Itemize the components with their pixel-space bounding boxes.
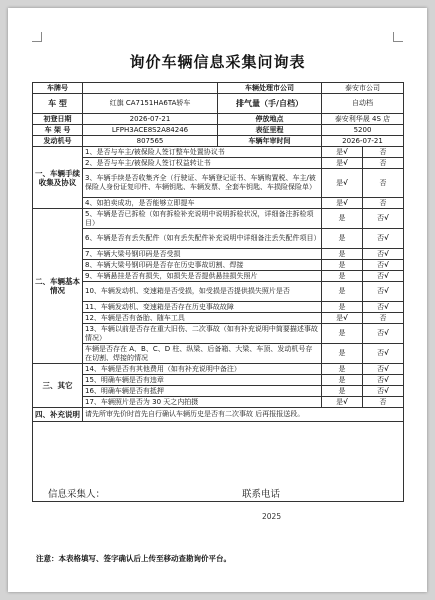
field-value: 自动档 [322, 94, 404, 114]
answer-yes[interactable]: 是 [322, 229, 363, 249]
field-label: 车 架 号 [33, 125, 83, 136]
answer-yes[interactable]: 是√ [322, 313, 363, 324]
table-row [33, 271, 404, 282]
answer-yes[interactable]: 是 [322, 344, 363, 364]
field-label: 排气量（手/自档） [218, 94, 322, 114]
table-row [33, 408, 404, 422]
question-text: 3、车辆手续是否收集齐全（行驶证、车辆登记证书、车辆购置税、车主/被保险人身份证复印件、车辆钥匙、车辆发票、全套车钥匙、车损险保险单） [83, 169, 322, 198]
question-text: 5、车辆是否已拆检（如有拆检补充说明中说明拆检状况，详细备注拆检项目） [83, 209, 322, 229]
answer-yes[interactable]: 是√ [322, 397, 363, 408]
field-value: 泰安利华晟 4S 店 [322, 114, 404, 125]
table-row [33, 397, 404, 408]
answer-no[interactable]: 否√ [363, 344, 404, 364]
supplement-text[interactable]: 请先所审先价时首先自行确认车辆历史是否有二次事故 后再报报送段。 [83, 408, 404, 422]
section-label-documents: 一、车辆手续收集及协议 [33, 147, 83, 209]
table-row [33, 282, 404, 302]
answer-yes[interactable]: 是 [322, 209, 363, 229]
field-value: LFPH3ACE8S2A84246 [83, 125, 218, 136]
collector-label: 信息采集人： [48, 489, 106, 500]
answer-no[interactable]: 否√ [363, 282, 404, 302]
field-label: 表征里程 [218, 125, 322, 136]
table-row [33, 169, 404, 198]
date-fragment: 2025 [262, 512, 282, 521]
table-row [33, 229, 404, 249]
form-title: 询价车辆信息采集问询表 [129, 53, 306, 71]
answer-yes[interactable]: 是 [322, 386, 363, 397]
question-text: 8、车辆大梁号钢印码是否存在历史事故切割、焊接 [83, 260, 322, 271]
field-label: 车辆年审时间 [218, 136, 322, 147]
answer-no[interactable]: 否 [363, 313, 404, 324]
question-text: 17、车辆照片是否为 30 天之内拍摄 [83, 397, 322, 408]
field-label: 车牌号 [33, 83, 83, 94]
answer-yes[interactable]: 是 [322, 282, 363, 302]
table-row [33, 344, 404, 364]
question-text: 16、明确车辆是否有抵押 [83, 386, 322, 397]
header-row [33, 83, 404, 94]
field-label: 车 型 [33, 94, 83, 114]
field-label: 初登日期 [33, 114, 83, 125]
table-row [33, 198, 404, 209]
header-row [33, 114, 404, 125]
crop-mark-top-right [393, 32, 403, 42]
answer-no[interactable]: 否√ [363, 375, 404, 386]
footer-note: 注意：本表格填写、签字确认后上传至移动查勘询价平台。 [36, 554, 231, 563]
answer-yes[interactable]: 是 [322, 364, 363, 375]
table-row [33, 249, 404, 260]
question-text: 4、如拍卖成功，是否能够立即提车 [83, 198, 322, 209]
question-text: 9、车辆悬挂是否有损失，如损失是否提供悬挂损失照片 [83, 271, 322, 282]
answer-yes[interactable]: 是 [322, 249, 363, 260]
header-row [33, 94, 404, 114]
phone-label: 联系电话 [242, 489, 281, 500]
table-row [33, 260, 404, 271]
answer-no[interactable]: 否 [363, 158, 404, 169]
answer-yes[interactable]: 是√ [322, 198, 363, 209]
answer-no[interactable]: 否√ [363, 364, 404, 375]
answer-yes[interactable]: 是 [322, 302, 363, 313]
section-label-vehicle: 二、车辆基本情况 [33, 209, 83, 364]
field-value: 807565 [83, 136, 218, 147]
answer-yes[interactable]: 是 [322, 260, 363, 271]
field-value: 泰安市公司 [322, 83, 404, 94]
field-value [83, 83, 218, 94]
crop-mark-top-left [32, 32, 42, 42]
answer-yes[interactable]: 是 [322, 375, 363, 386]
answer-no[interactable]: 否√ [363, 302, 404, 313]
table-row [33, 375, 404, 386]
question-text: 14、车辆是否有其他费用（如有补充说明中备注） [83, 364, 322, 375]
table-row [33, 313, 404, 324]
field-value: 2026-07-21 [322, 136, 404, 147]
table-row [33, 324, 404, 344]
document-page [8, 8, 427, 592]
question-text: 6、车辆是否有丢失配件（如有丢失配件补充说明中详细备注丢失配件项目） [83, 229, 322, 249]
question-text: 车辆是否存在 A、B、C、D 柱、纵梁、后备箱、大梁、车顶、发动机号存在切割、焊接的情况 [83, 344, 322, 364]
field-value: 红旗 CA7151HA6TA轿车 [83, 94, 218, 114]
question-text: 10、车辆发动机、变速箱是否受损，如受损是否提供损失照片是否 [83, 282, 322, 302]
question-text: 12、车辆是否有备胎、随车工具 [83, 313, 322, 324]
answer-no[interactable]: 否√ [363, 271, 404, 282]
answer-yes[interactable]: 是√ [322, 169, 363, 198]
inquiry-form-table [32, 82, 404, 502]
answer-no[interactable]: 否 [363, 397, 404, 408]
table-row [33, 209, 404, 229]
answer-yes[interactable]: 是 [322, 324, 363, 344]
question-text: 2、是否与车主/被保险人签订权益转让书 [83, 158, 322, 169]
answer-yes[interactable]: 是 [322, 271, 363, 282]
header-row [33, 136, 404, 147]
field-label: 停放地点 [218, 114, 322, 125]
answer-no[interactable]: 否 [363, 169, 404, 198]
answer-no[interactable]: 否√ [363, 249, 404, 260]
question-text: 13、车辆以前是否存在重大旧伤、二次事故（如有补充说明中简要描述事故情况） [83, 324, 322, 344]
table-row [33, 302, 404, 313]
field-value: 5200 [322, 125, 404, 136]
table-row [33, 386, 404, 397]
answer-no[interactable]: 否√ [363, 260, 404, 271]
answer-no[interactable]: 否√ [363, 229, 404, 249]
header-row [33, 125, 404, 136]
answer-no[interactable]: 否√ [363, 209, 404, 229]
field-value: 2026-07-21 [83, 114, 218, 125]
question-text: 11、车辆发动机、变速箱是否存在历史事故故障 [83, 302, 322, 313]
question-text: 7、车辆大梁号钢印码是否受损 [83, 249, 322, 260]
section-label-supplement: 四、补充说明 [33, 408, 83, 422]
answer-no[interactable]: 否 [363, 198, 404, 209]
answer-no[interactable]: 否√ [363, 386, 404, 397]
question-text: 15、明确车辆是否有违章 [83, 375, 322, 386]
answer-no[interactable]: 否 [363, 147, 404, 158]
table-row [33, 364, 404, 375]
section-label-other: 三、其它 [33, 364, 83, 408]
table-row [33, 147, 404, 158]
table-row [33, 158, 404, 169]
question-text: 1、是否与车主/被保险人签订整车处置协议书 [83, 147, 322, 158]
answer-no[interactable]: 否√ [363, 324, 404, 344]
answer-yes[interactable]: 是√ [322, 147, 363, 158]
field-label: 发动机号 [33, 136, 83, 147]
answer-yes[interactable]: 是√ [322, 158, 363, 169]
field-label: 车辆处理市公司 [218, 83, 322, 94]
